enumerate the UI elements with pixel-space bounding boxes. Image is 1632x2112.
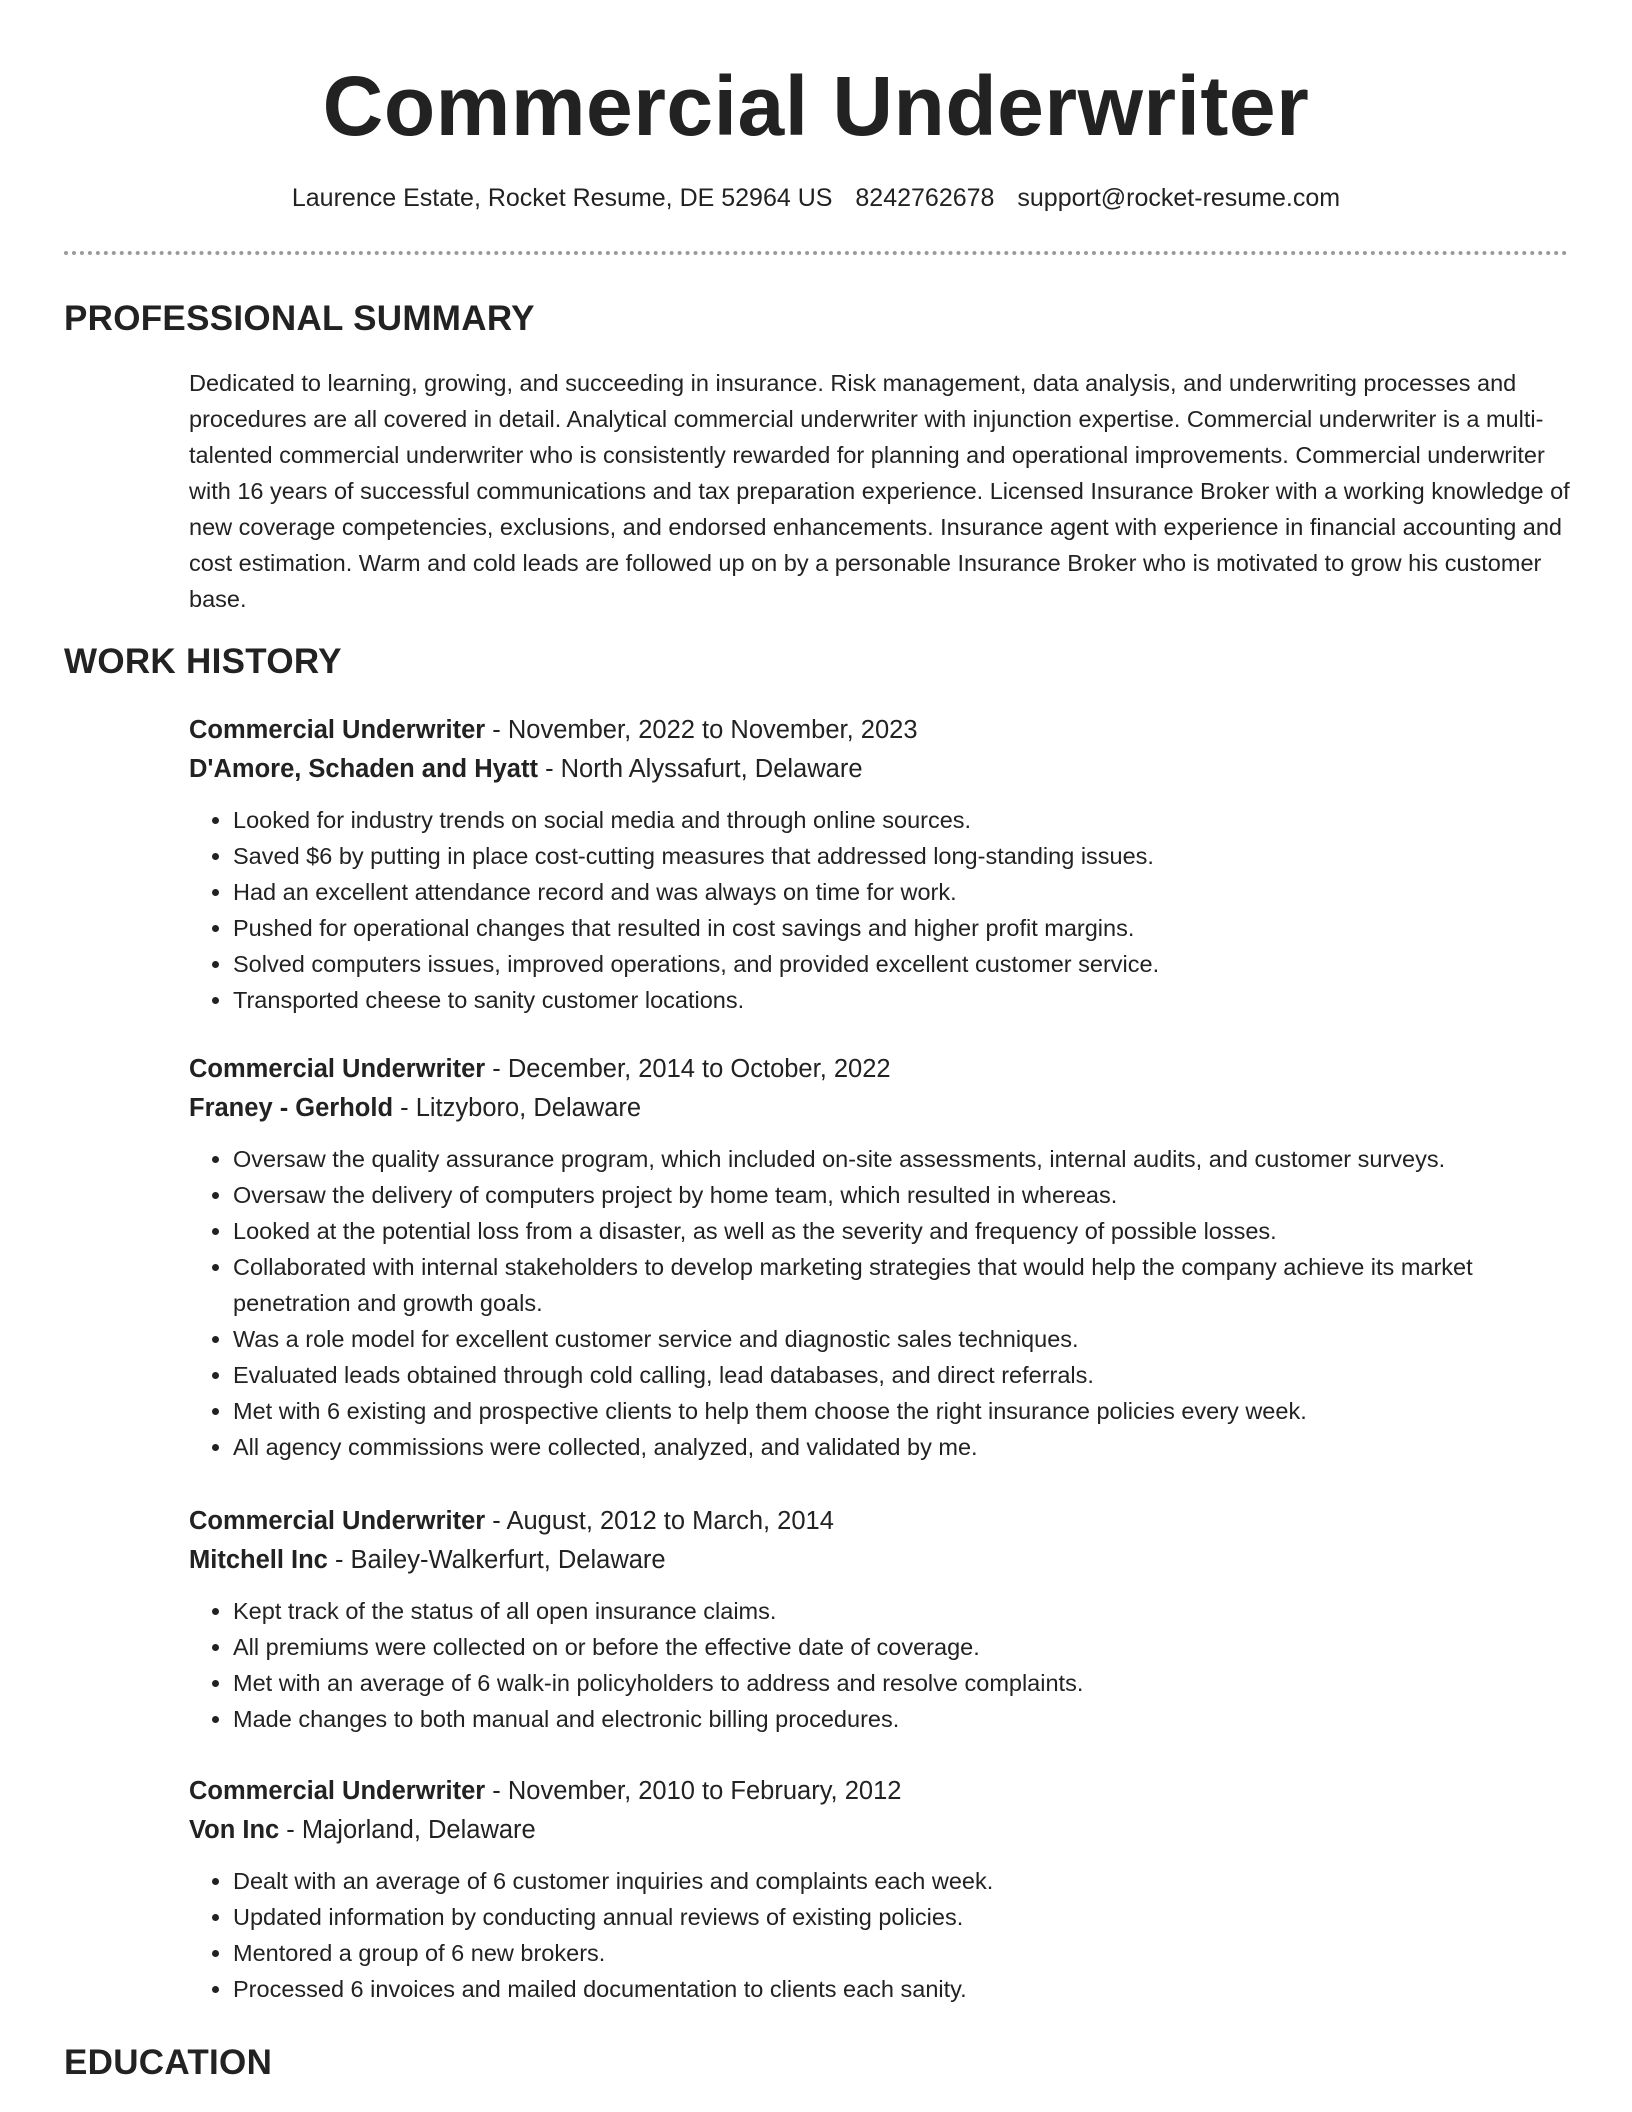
header-divider: [64, 251, 1568, 255]
job-duty: • Met with 6 existing and prospective clients to help them choose the right insurance policies every week.: [233, 1393, 1569, 1429]
education-heading: EDUCATION: [64, 2043, 273, 2082]
resume-title: Commercial Underwriter: [322, 59, 1310, 153]
summary-text: Dedicated to learning, growing, and succeeding in insurance. Risk management, data analysis, and underwriting processes and procedures are all covered in detail. Analytical commercial underwriter with injunction expertise. Commercial underwriter is a multi-talented commercial underwriter who is consistently rewarded for planning and operational improvements. Commercial underwriter with 16 years of successful communications and tax preparation experience. Licensed Insurance Broker with a working knowledge of new coverage competencies, exclusions, and endorsed enhancements. Insurance agent with experience in financial accounting and cost estimation. Warm and cold leads are followed up on by a personable Insurance Broker who is motivated to grow his customer base.: [189, 370, 1570, 612]
job-duties-list: [189, 1863, 1569, 2007]
job-duty: • Looked at the potential loss from a disaster, as well as the severity and frequency of possible losses.: [233, 1213, 1569, 1249]
job-title: Commercial Underwriter: [189, 716, 486, 744]
job-dates: - November, 2010 to February, 2012: [485, 1777, 902, 1805]
job-title-line: [189, 1772, 1569, 1811]
job-title-line: [189, 711, 1569, 750]
job-company: Von Inc: [189, 1816, 280, 1844]
summary-heading: PROFESSIONAL SUMMARY: [64, 299, 535, 338]
job-entry: [189, 711, 1569, 1018]
job-duty: • Kept track of the status of all open insurance claims.: [233, 1593, 1569, 1629]
job-company-line: [189, 750, 1569, 789]
job-duty: • Oversaw the delivery of computers project by home team, which resulted in whereas.: [233, 1177, 1569, 1213]
job-duty: • Collaborated with internal stakeholders to develop marketing strategies that would help the company achieve its market penetration and growth goals.: [233, 1249, 1569, 1321]
job-duty: • Transported cheese to sanity customer locations.: [233, 982, 1569, 1018]
job-company: D'Amore, Schaden and Hyatt: [189, 755, 538, 783]
job-duty: • Solved computers issues, improved operations, and provided excellent customer service.: [233, 946, 1569, 982]
job-dates: - December, 2014 to October, 2022: [485, 1055, 891, 1083]
job-duty: • Evaluated leads obtained through cold calling, lead databases, and direct referrals.: [233, 1357, 1569, 1393]
job-entry: [189, 1050, 1569, 1465]
job-duty: • Updated information by conducting annual reviews of existing policies.: [233, 1899, 1569, 1935]
job-entry: [189, 1502, 1569, 1737]
contact-phone: 8242762678: [855, 184, 995, 212]
contact-address: Laurence Estate, Rocket Resume, DE 52964 US: [291, 184, 833, 212]
job-duties-list: [189, 802, 1569, 1018]
job-company-line: [189, 1811, 1569, 1850]
job-entry: [189, 1772, 1569, 2007]
job-title-line: [189, 1502, 1569, 1541]
job-duty: • Oversaw the quality assurance program, which included on-site assessments, internal audits, and customer surveys.: [233, 1141, 1569, 1177]
job-duty: • Was a role model for excellent customer service and diagnostic sales techniques.: [233, 1321, 1569, 1357]
job-company: Mitchell Inc: [189, 1546, 328, 1574]
job-title-line: [189, 1050, 1569, 1089]
work-history-heading: WORK HISTORY: [64, 642, 342, 681]
job-duty: • Made changes to both manual and electronic billing procedures.: [233, 1701, 1569, 1737]
contact-info: [0, 180, 1632, 216]
job-dates: - November, 2022 to November, 2023: [485, 716, 918, 744]
job-duty: • Mentored a group of 6 new brokers.: [233, 1935, 1569, 1971]
job-duty: • Pushed for operational changes that resulted in cost savings and higher profit margins.: [233, 910, 1569, 946]
job-dates: - August, 2012 to March, 2014: [485, 1507, 834, 1535]
job-company-line: [189, 1089, 1569, 1128]
job-duty: • Dealt with an average of 6 customer inquiries and complaints each week.: [233, 1863, 1569, 1899]
job-title: Commercial Underwriter: [189, 1777, 486, 1805]
job-location: - Majorland, Delaware: [279, 1816, 536, 1844]
job-duty: • Saved $6 by putting in place cost-cutting measures that addressed long-standing issues.: [233, 838, 1569, 874]
job-location: - Litzyboro, Delaware: [393, 1094, 642, 1122]
job-location: - Bailey-Walkerfurt, Delaware: [327, 1546, 666, 1574]
job-duties-list: [189, 1593, 1569, 1737]
job-company-line: [189, 1541, 1569, 1580]
job-title: Commercial Underwriter: [189, 1055, 486, 1083]
job-title: Commercial Underwriter: [189, 1507, 486, 1535]
job-duty: • Looked for industry trends on social media and through online sources.: [233, 802, 1569, 838]
job-duty: • Processed 6 invoices and mailed documentation to clients each sanity.: [233, 1971, 1569, 2007]
job-duty: • Had an excellent attendance record and was always on time for work.: [233, 874, 1569, 910]
contact-email: support@rocket-resume.com: [1017, 184, 1341, 212]
job-duty: • All agency commissions were collected, analyzed, and validated by me.: [233, 1429, 1569, 1465]
job-duty: • Met with an average of 6 walk-in policyholders to address and resolve complaints.: [233, 1665, 1569, 1701]
job-duty: • All premiums were collected on or before the effective date of coverage.: [233, 1629, 1569, 1665]
job-location: - North Alyssafurt, Delaware: [537, 755, 863, 783]
job-company: Franey - Gerhold: [189, 1094, 394, 1122]
job-duties-list: [189, 1141, 1569, 1465]
